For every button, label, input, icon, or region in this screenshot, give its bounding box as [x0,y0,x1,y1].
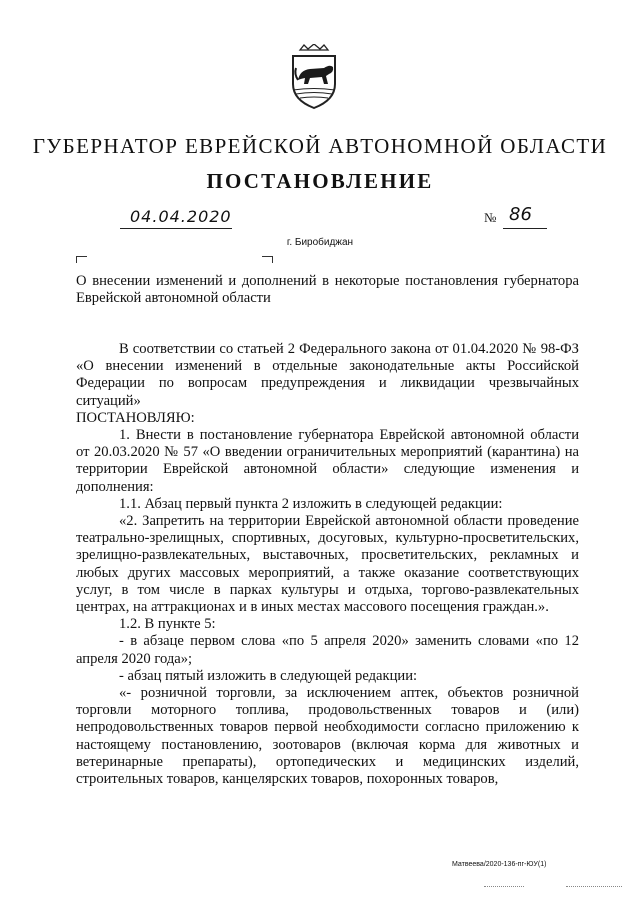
document-type: ПОСТАНОВЛЕНИЕ [206,169,434,193]
paragraph: «- розничной торговли, за исключением аптек, объектов розничной торговли моторного топлива, продовольственных товаров и (или) непродовольственных товаров первой необходимости согласно приложению к настоящему постановлению, зоотоваров (включая корма для животных и ветеринарные препараты), ортопедических и медицинских изделий, строительных товаров, канцелярских товаров, похоронных товаров, [76,685,579,788]
scan-dots [484,886,524,888]
number-label: № [484,210,497,225]
paragraph: - абзац пятый изложить в следующей редакции: [119,667,418,684]
executor-code: Матвеева/2020-136-пг-ЮУ(1) [452,861,547,868]
corner-mark-right [262,256,273,263]
number-handwritten: 86 [509,204,532,225]
paragraph: «2. Запретить на территории Еврейской автономной области проведение театрально-зрелищных, спортивных, досуговых, культурно-просветительских, зрелищно-развлекательных, выставочных, просветительских, рекламных и любых других массовых мероприятий, а также оказание соответствующих услуг, в том числе в парках культуры и отдыха, торгово-развлекательных центрах, на аттракционах и в иных местах массового посещения граждан.». [76,513,579,616]
paragraph: - в абзаце первом слова «по 5 апреля 2020» заменить словами «по 12 апреля 2020 года»; [76,633,579,667]
resolution-heading: ПОСТАНОВЛЯЮ: [76,409,195,426]
paragraph: В соответствии со статьей 2 Федерального закона от 01.04.2020 № 98-ФЗ «О внесении изменений в отдельные законодательные акты Российской Федерации по вопросам предупреждения и ликвидации чрезвычайных ситуаций» [76,341,579,409]
corner-mark-left [76,256,87,263]
paragraph: 1.2. В пункте 5: [119,616,216,633]
number-field [503,206,547,229]
governor-title: ГУБЕРНАТОР ЕВРЕЙСКОЙ АВТОНОМНОЙ ОБЛАСТИ [32,134,608,158]
document-body [76,341,579,788]
date-field [120,206,232,229]
document-subject: О внесении изменений и дополнений в некоторые постановления губернатора Еврейской автономной области [76,273,579,306]
city-label: г. Биробиджан [286,237,354,248]
paragraph: 1. Внести в постановление губернатора Еврейской автономной области от 20.03.2020 № 57 «О введении ограничительных мероприятий (карантина) на территории Еврейской автономной области» следующие изменения и дополнения: [76,427,579,495]
date-handwritten: 04.04.2020 [130,207,232,226]
scan-dots [566,886,622,888]
paragraph: 1.1. Абзац первый пункта 2 изложить в следующей редакции: [119,495,503,512]
coat-of-arms-icon [284,44,344,110]
